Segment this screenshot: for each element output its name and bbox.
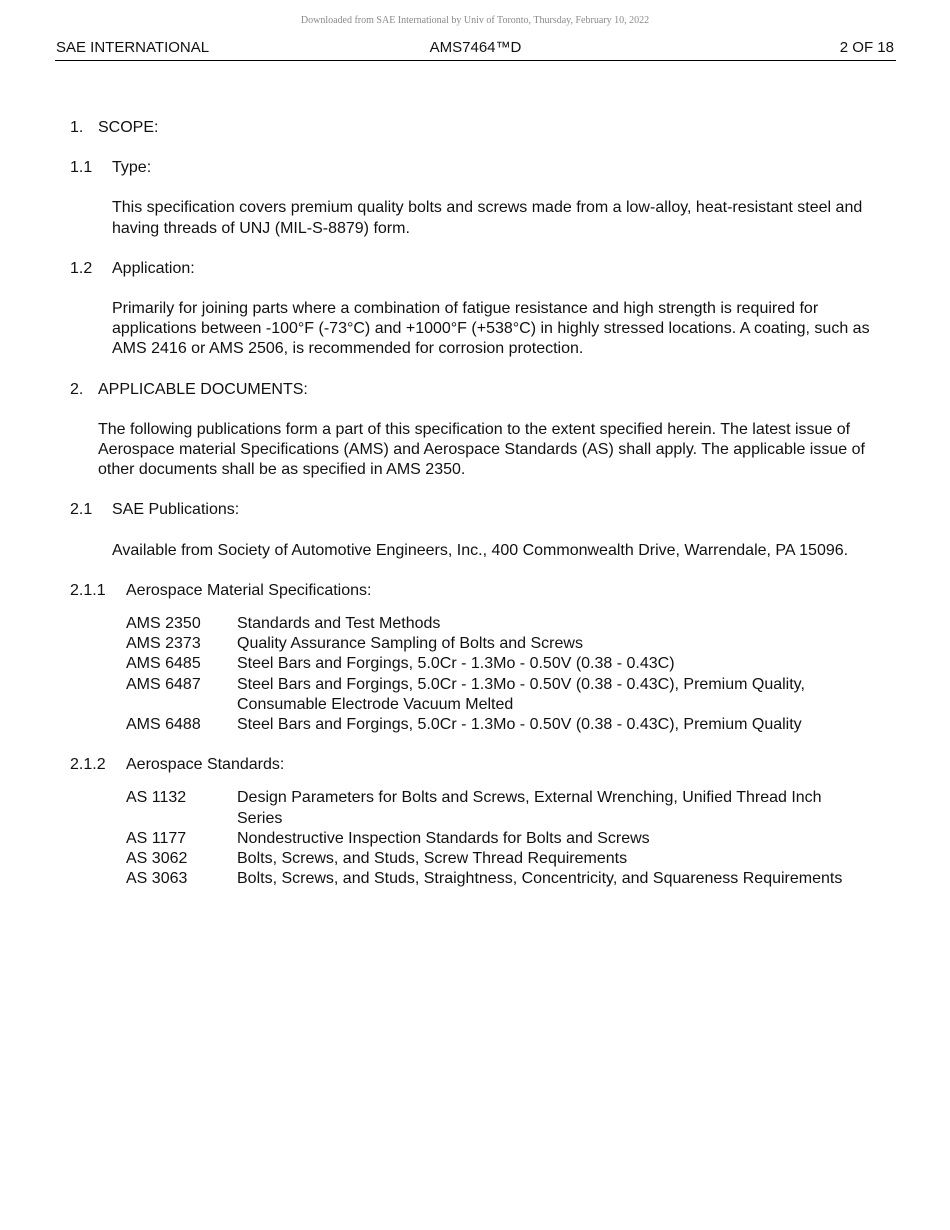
reference-title: Quality Assurance Sampling of Bolts and Screws (237, 635, 583, 653)
reference-code: AMS 2350 (126, 615, 201, 633)
reference-title: Bolts, Screws, and Studs, Screw Thread Requirements (237, 850, 628, 868)
section-title: SCOPE: (98, 119, 159, 136)
reference-code: AS 3063 (126, 870, 188, 888)
reference-row (126, 849, 870, 869)
reference-code: AMS 6488 (126, 716, 201, 734)
document-body (70, 118, 870, 909)
as-reference-list (126, 788, 870, 889)
reference-row (126, 715, 870, 735)
reference-code: AS 1177 (126, 829, 187, 847)
download-watermark: Downloaded from SAE International by Univ of Toronto, Thursday, February 10, 2022 (300, 15, 650, 26)
ams-reference-list (126, 614, 870, 735)
header-page-number: 2 OF 18 (839, 39, 894, 56)
reference-row (126, 869, 870, 889)
section-title: APPLICABLE DOCUMENTS: (98, 380, 308, 398)
page-header (55, 38, 896, 61)
section-1-2-body: Primarily for joining parts where a combination of fatigue resistance and high strength is required for applications between -100°F (-73°C) and +1000°F (+538°C) in highly stressed locations. A coating, such as AMS 2416 or AMS 2506, is recommended for corrosion protection. (112, 300, 870, 358)
reference-code: AMS 2373 (126, 635, 201, 653)
section-heading-2 (70, 380, 870, 400)
reference-row (126, 614, 870, 634)
reference-code: AS 3062 (126, 850, 188, 868)
section-heading-1 (70, 118, 870, 138)
section-1-1-body: This specification covers premium quality bolts and screws made from a low-alloy, heat-resistant steel and having threads of UNJ (MIL-S-8879) form. (112, 199, 863, 237)
section-number: 2.1 (70, 501, 93, 519)
section-number: 1.2 (70, 259, 93, 277)
reference-row (126, 788, 870, 828)
section-heading-1-1 (70, 158, 870, 178)
section-heading-1-2 (70, 259, 870, 279)
section-title: Aerospace Material Specifications: (126, 581, 372, 599)
reference-title: Bolts, Screws, and Studs, Straightness, Concentricity, and Squareness Requirements (237, 870, 843, 888)
section-heading-2-1 (70, 500, 870, 520)
section-number: 1. (70, 119, 84, 136)
section-2-body: The following publications form a part of this specification to the extent specified herein. The latest issue of Aerospace material Specifications (AMS) and Aerospace Standards (AS) shall apply. The applicable issue of other documents shall be as specified in AMS 2350. (98, 420, 865, 479)
section-number: 2.1.1 (70, 581, 106, 599)
section-2-1-body: Available from Society of Automotive Engineers, Inc., 400 Commonwealth Drive, Warrendale, PA 15096. (112, 541, 849, 559)
reference-title: Steel Bars and Forgings, 5.0Cr - 1.3Mo - 0.50V (0.38 - 0.43C), Premium Quality (237, 716, 802, 734)
section-title: Application: (112, 259, 195, 277)
reference-title: Steel Bars and Forgings, 5.0Cr - 1.3Mo - 0.50V (0.38 - 0.43C), Premium Quality, Consumable Electrode Vacuum Melted (237, 675, 805, 713)
reference-title: Standards and Test Methods (237, 615, 441, 633)
reference-code: AS 1132 (126, 789, 187, 807)
section-title: SAE Publications: (112, 501, 240, 519)
section-title: Aerospace Standards: (126, 756, 285, 774)
reference-row (126, 675, 870, 715)
reference-title: Design Parameters for Bolts and Screws, External Wrenching, Unified Thread Inch Series (237, 789, 822, 827)
header-org: SAE INTERNATIONAL (56, 39, 210, 56)
section-number: 2.1.2 (70, 756, 106, 774)
section-heading-2-1-1 (70, 581, 870, 601)
section-number: 1.1 (70, 159, 93, 177)
reference-row (126, 634, 870, 654)
reference-title: Steel Bars and Forgings, 5.0Cr - 1.3Mo - 0.50V (0.38 - 0.43C) (237, 655, 675, 673)
header-doc-id: AMS7464™D (429, 39, 522, 56)
section-heading-2-1-2 (70, 755, 870, 775)
section-number: 2. (70, 380, 84, 398)
reference-title: Nondestructive Inspection Standards for Bolts and Screws (237, 829, 650, 847)
reference-code: AMS 6487 (126, 675, 201, 693)
section-title: Type: (112, 159, 152, 177)
reference-row (126, 829, 870, 849)
reference-row (126, 654, 870, 674)
reference-code: AMS 6485 (126, 655, 201, 673)
